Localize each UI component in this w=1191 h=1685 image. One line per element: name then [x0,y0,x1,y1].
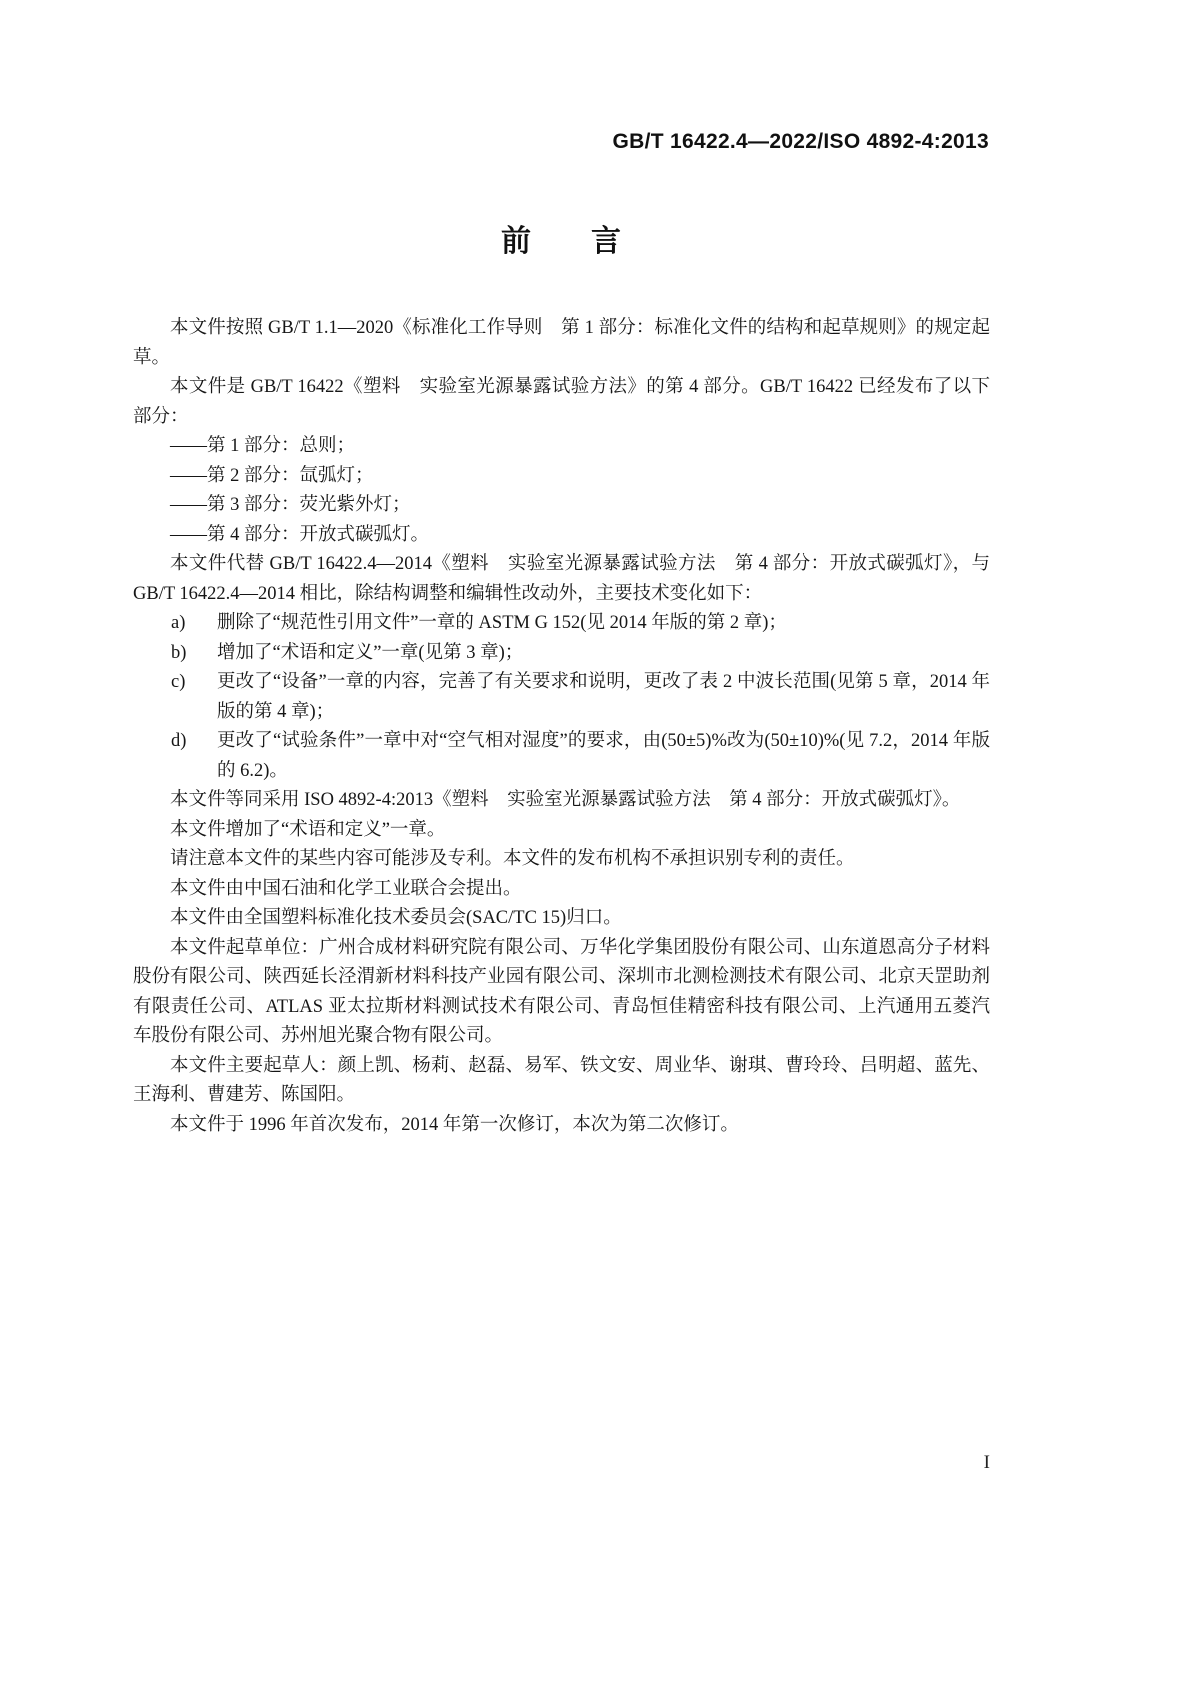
paragraph-patent-notice: 请注意本文件的某些内容可能涉及专利。本文件的发布机构不承担识别专利的责任。 [170,849,855,869]
list-item-marker: d) [171,731,187,751]
list-item-text: 增加了“术语和定义”一章(见第 3 章)； [217,642,524,663]
document-body [133,314,990,1140]
paragraph-drafting-organizations: 本文件起草单位：广州合成材料研究院有限公司、万华化学集团股份有限公司、山东道恩高分子材料股份有限公司、陕西延长泾渭新材料科技产业园有限公司、深圳市北测检测技术有限公司、北京天罡助剂有限责任公司、ATLAS 亚太拉斯材料测试技术有限公司、青岛恒佳精密科技有限公司、上汽通用五菱汽车股份有限公司、苏州旭光聚合物有限公司。 [133,937,990,1046]
paragraph-replacement: 本文件代替 GB/T 16422.4—2014《塑料 实验室光源暴露试验方法 第 4 部分：开放式碳弧灯》，与 GB/T 16422.4—2014 相比，除结构调整和编辑性改动外，主要技术变化如下： [133,554,990,604]
lettered-list-item-a [133,609,990,639]
list-item-marker: b) [171,642,187,663]
dash-list-item-part2: ——第 2 部分：氙弧灯； [170,465,374,486]
paragraph-added-terms: 本文件增加了“术语和定义”一章。 [170,819,446,840]
list-item-marker: a) [171,613,186,633]
list-item-text: 更改了“试验条件”一章中对“空气相对湿度”的要求，由(50±5)%改为(50±10)%(见 7.2，2014 年版的 6.2)。 [217,731,990,781]
lettered-list-item-b [133,639,990,669]
paragraph-drafters: 本文件主要起草人：颜上凯、杨莉、赵磊、易军、铁文安、周业华、谢琪、曹玲玲、吕明超、蓝先、王海利、曹建芳、陈国阳。 [133,1055,990,1105]
page-number: I [983,1452,990,1473]
list-item-text: 删除了“规范性引用文件”一章的 ASTM G 152(见 2014 年版的第 2 章)； [217,613,787,633]
paragraph-revision-history: 本文件于 1996 年首次发布，2014 年第一次修订，本次为第二次修订。 [170,1114,739,1135]
page-title-foreword: 前 言 [501,225,621,258]
lettered-list-item-c [133,668,990,727]
dash-list-item-part4: ——第 4 部分：开放式碳弧灯。 [170,524,430,545]
list-item-text: 更改了“设备”一章的内容，完善了有关要求和说明，更改了表 2 中波长范围(见第 5 章，2014 年版的第 4 章)； [217,672,990,722]
dash-list-item-part3: ——第 3 部分：荧光紫外灯； [170,495,411,515]
standard-number-running-head: GB/T 16422.4—2022/ISO 4892-4:2013 [612,130,989,153]
lettered-list-item-d [133,727,990,786]
dash-list-item-part1: ——第 1 部分：总则； [170,436,356,456]
paragraph-proposer: 本文件由中国石油和化学工业联合会提出。 [170,878,522,899]
paragraph-committee: 本文件由全国塑料标准化技术委员会(SAC/TC 15)归口。 [170,908,622,928]
paragraph-iso-adoption: 本文件等同采用 ISO 4892-4:2013《塑料 实验室光源暴露试验方法 第 4 部分：开放式碳弧灯》。 [170,790,961,810]
paragraph-series-intro: 本文件是 GB/T 16422《塑料 实验室光源暴露试验方法》的第 4 部分。GB/T 16422 已经发布了以下部分： [133,377,990,427]
paragraph-basis: 本文件按照 GB/T 1.1—2020《标准化工作导则 第 1 部分：标准化文件的结构和起草规则》的规定起草。 [133,318,990,368]
list-item-marker: c) [171,672,186,692]
